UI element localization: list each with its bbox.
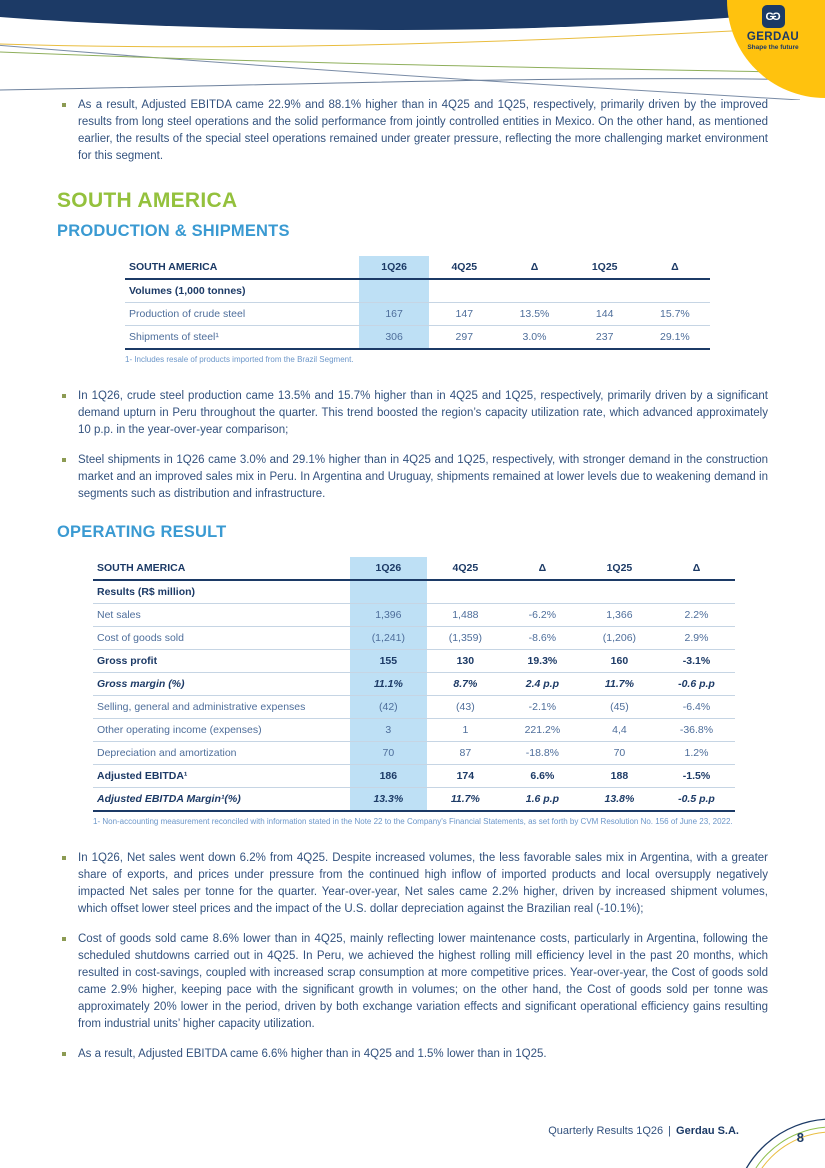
cell [429, 279, 499, 303]
header-wave-graphics [0, 0, 825, 100]
row-label: Adjusted EBITDA¹ [93, 765, 350, 788]
header-cell: Δ [504, 557, 581, 580]
header-cell: 4Q25 [427, 557, 504, 580]
cell: -3.1% [658, 650, 735, 673]
bullet-square-icon [62, 856, 66, 860]
table-section-row [93, 580, 735, 604]
table-row [93, 742, 735, 765]
paragraph: In 1Q26, crude steel production came 13.5% and 15.7% higher than in 4Q25 and 1Q25, respectively, primarily driven by a significant demand upturn in Peru throughout the quarter. This trend boosted the region’s capacity utilization rate, which advanced approximately 10 p.p. in the year-over-year comparison; [78, 390, 768, 436]
header-cell: 1Q26 [350, 557, 427, 580]
cell: 2.4 p.p [504, 673, 581, 696]
header-cell: SOUTH AMERICA [125, 256, 359, 279]
list-item [57, 850, 768, 918]
cell [350, 580, 427, 604]
cell: (1,206) [581, 627, 658, 650]
cell: 2.9% [658, 627, 735, 650]
section-title-production-shipments: PRODUCTION & SHIPMENTS [57, 222, 290, 240]
section-title-operating-result: OPERATING RESULT [57, 523, 227, 541]
row-label: Gross profit [93, 650, 350, 673]
list-item [57, 1046, 768, 1063]
list-item [57, 97, 768, 165]
bullet-square-icon [62, 103, 66, 107]
cell [658, 580, 735, 604]
cell: -36.8% [658, 719, 735, 742]
cell: 6.6% [504, 765, 581, 788]
cell: (1,359) [427, 627, 504, 650]
cell: 13.3% [350, 788, 427, 812]
table-row [93, 719, 735, 742]
table-header-row [125, 256, 710, 279]
header-cell: Δ [640, 256, 710, 279]
header-cell: Δ [658, 557, 735, 580]
cell: 3 [350, 719, 427, 742]
cell: -2.1% [504, 696, 581, 719]
cell: (43) [427, 696, 504, 719]
page-number: 8 [796, 1130, 804, 1145]
cell: 70 [350, 742, 427, 765]
cell: 186 [350, 765, 427, 788]
cell: 4,4 [581, 719, 658, 742]
gerdau-monogram-icon [762, 5, 785, 28]
cell: 160 [581, 650, 658, 673]
bullet-square-icon [62, 394, 66, 398]
cell [504, 580, 581, 604]
cell: 70 [581, 742, 658, 765]
list-item [57, 388, 768, 439]
table-row [93, 627, 735, 650]
list-item [57, 452, 768, 503]
table-row [93, 788, 735, 812]
table-row [125, 303, 710, 326]
row-label: Depreciation and amortization [93, 742, 350, 765]
table-footnote: 1- Includes resale of products imported from the Brazil Segment. [125, 355, 354, 364]
operating-result-table-block [93, 557, 735, 826]
cell: 11.7% [581, 673, 658, 696]
cell: 19.3% [504, 650, 581, 673]
paragraph: Cost of goods sold came 8.6% lower than in 4Q25, mainly reflecting lower maintenance costs, particularly in Argentina, following the scheduled shutdowns carried out in 4Q25. In Peru, we achieved the highest rolling mill efficiency level in the past 20 months, which resulted in cost-savings, coupled with increased scrap consumption at more competitive prices. Year-over-year, the Cost of goods sold came 2.9% higher, keeping pace with the significant growth in volumes; on the other hand, the Cost of goods sold per tonne was approximately 20% lower in the period, driven by both exchange variation effects and significant operational efficiency gains resulting from industrial units’ higher capacity utilization. [78, 933, 768, 1030]
cell: 2.2% [658, 604, 735, 627]
header-cell: 1Q25 [581, 557, 658, 580]
cell: 13.8% [581, 788, 658, 812]
monogram-letter: G [765, 10, 773, 23]
yellow-arc [746, 1132, 825, 1168]
cell: (42) [350, 696, 427, 719]
cell: -6.2% [504, 604, 581, 627]
row-label: Other operating income (expenses) [93, 719, 350, 742]
cell: 11.1% [350, 673, 427, 696]
cell: 147 [429, 303, 499, 326]
cell: 11.7% [427, 788, 504, 812]
table-row [93, 696, 735, 719]
bullet-square-icon [62, 1052, 66, 1056]
bullet-square-icon [62, 458, 66, 462]
list-item [57, 931, 768, 1033]
gerdau-logo [732, 5, 814, 51]
cell: 306 [359, 326, 429, 350]
cell: (1,241) [350, 627, 427, 650]
cell: 1.6 p.p [504, 788, 581, 812]
cell: 167 [359, 303, 429, 326]
row-label: Production of crude steel [125, 303, 359, 326]
cell: -8.6% [504, 627, 581, 650]
cell: -18.8% [504, 742, 581, 765]
cell: 8.7% [427, 673, 504, 696]
row-label: Selling, general and administrative expenses [93, 696, 350, 719]
cell: 188 [581, 765, 658, 788]
header-cell: Δ [499, 256, 569, 279]
row-label: Net sales [93, 604, 350, 627]
cell: 1 [427, 719, 504, 742]
divider: | [668, 1125, 672, 1137]
cell: 130 [427, 650, 504, 673]
cell: 144 [570, 303, 640, 326]
cell: 13.5% [499, 303, 569, 326]
row-label: Shipments of steel¹ [125, 326, 359, 350]
header-cell: 1Q26 [359, 256, 429, 279]
cell: -1.5% [658, 765, 735, 788]
page-content [57, 97, 768, 1076]
cell: 221.2% [504, 719, 581, 742]
cell [499, 279, 569, 303]
table-header-row [93, 557, 735, 580]
cell: 1,488 [427, 604, 504, 627]
gray-wave-line [0, 79, 825, 90]
row-label: Cost of goods sold [93, 627, 350, 650]
paragraph: In 1Q26, Net sales went down 6.2% from 4Q25. Despite increased volumes, the less favorable sales mix in Argentina, with a greater share of exports, and prices under pressure from the continued high inflow of imported products and local oversupply negatively impacted Net sales per tonne for the quarter. Year-over-year, Net sales came 2.2% higher, driven by increased shipment volumes, which offset lower steel prices and the impact of the U.S. dollar depreciation against the Brazilian real (-10.1%); [78, 852, 768, 915]
operating-result-table [93, 557, 735, 812]
paragraph: Steel shipments in 1Q26 came 3.0% and 29.1% higher than in 4Q25 and 1Q25, respectively, with stronger demand in the construction market and an improved sales mix in Peru. In Argentina and Uruguay, shipments remained at lower levels due to weakening demand in segments such as distribution and infrastructure. [78, 454, 768, 500]
cell: 87 [427, 742, 504, 765]
cell: 29.1% [640, 326, 710, 350]
header-cell: SOUTH AMERICA [93, 557, 350, 580]
cell: 155 [350, 650, 427, 673]
bullet-square-icon [62, 937, 66, 941]
row-label: Adjusted EBITDA Margin¹(%) [93, 788, 350, 812]
paragraph: As a result, Adjusted EBITDA came 22.9% and 88.1% higher than in 4Q25 and 1Q25, respectively, primarily driven by the improved results from long steel operations and the solid performance from jointly controlled entities in Mexico. On the other hand, as mentioned earlier, the results of the special steel operations remained under greater pressure, reflecting the more challenging market environment for this segment. [78, 99, 768, 162]
row-label: Gross margin (%) [93, 673, 350, 696]
volumes-table-block [125, 256, 710, 364]
table-row [93, 765, 735, 788]
cell: 3.0% [499, 326, 569, 350]
table-section-row [125, 279, 710, 303]
footer-caption [548, 1125, 739, 1137]
cell: 297 [429, 326, 499, 350]
table-row [125, 326, 710, 350]
cell [427, 580, 504, 604]
cell: -0.6 p.p [658, 673, 735, 696]
table-row [93, 604, 735, 627]
corner-arcs-icon [700, 1050, 825, 1168]
cell: 174 [427, 765, 504, 788]
cell: 237 [570, 326, 640, 350]
section-title-south-america: SOUTH AMERICA [57, 189, 238, 212]
volumes-table [125, 256, 710, 350]
table-row [93, 650, 735, 673]
cell: -6.4% [658, 696, 735, 719]
table-footnote: 1- Non-accounting measurement reconciled with information stated in the Note 22 to the Company's Financial Statements, as set forth by CVM Resolution No. 156 of June 23, 2022. [93, 817, 733, 826]
cell [570, 279, 640, 303]
company-name: Gerdau S.A. [676, 1125, 739, 1137]
header-cell: 4Q25 [429, 256, 499, 279]
monogram-letter-mirrored: G [773, 10, 781, 23]
slate-wave-line [0, 45, 800, 100]
cell: 1,396 [350, 604, 427, 627]
paragraph: As a result, Adjusted EBITDA came 6.6% higher than in 4Q25 and 1.5% lower than in 1Q25. [78, 1048, 547, 1060]
cell [581, 580, 658, 604]
navy-band [0, 0, 825, 30]
table-row [93, 673, 735, 696]
brand-tagline: Shape the future [747, 44, 799, 51]
cell: (45) [581, 696, 658, 719]
cell: 1,366 [581, 604, 658, 627]
cell [359, 279, 429, 303]
header-cell: 1Q25 [570, 256, 640, 279]
section-label: Volumes (1,000 tonnes) [125, 279, 359, 303]
section-label: Results (R$ million) [93, 580, 350, 604]
cell [640, 279, 710, 303]
cell: 1.2% [658, 742, 735, 765]
report-title: Quarterly Results 1Q26 [548, 1125, 664, 1137]
cell: 15.7% [640, 303, 710, 326]
brand-name: GERDAU [746, 31, 800, 43]
cell: -0.5 p.p [658, 788, 735, 812]
